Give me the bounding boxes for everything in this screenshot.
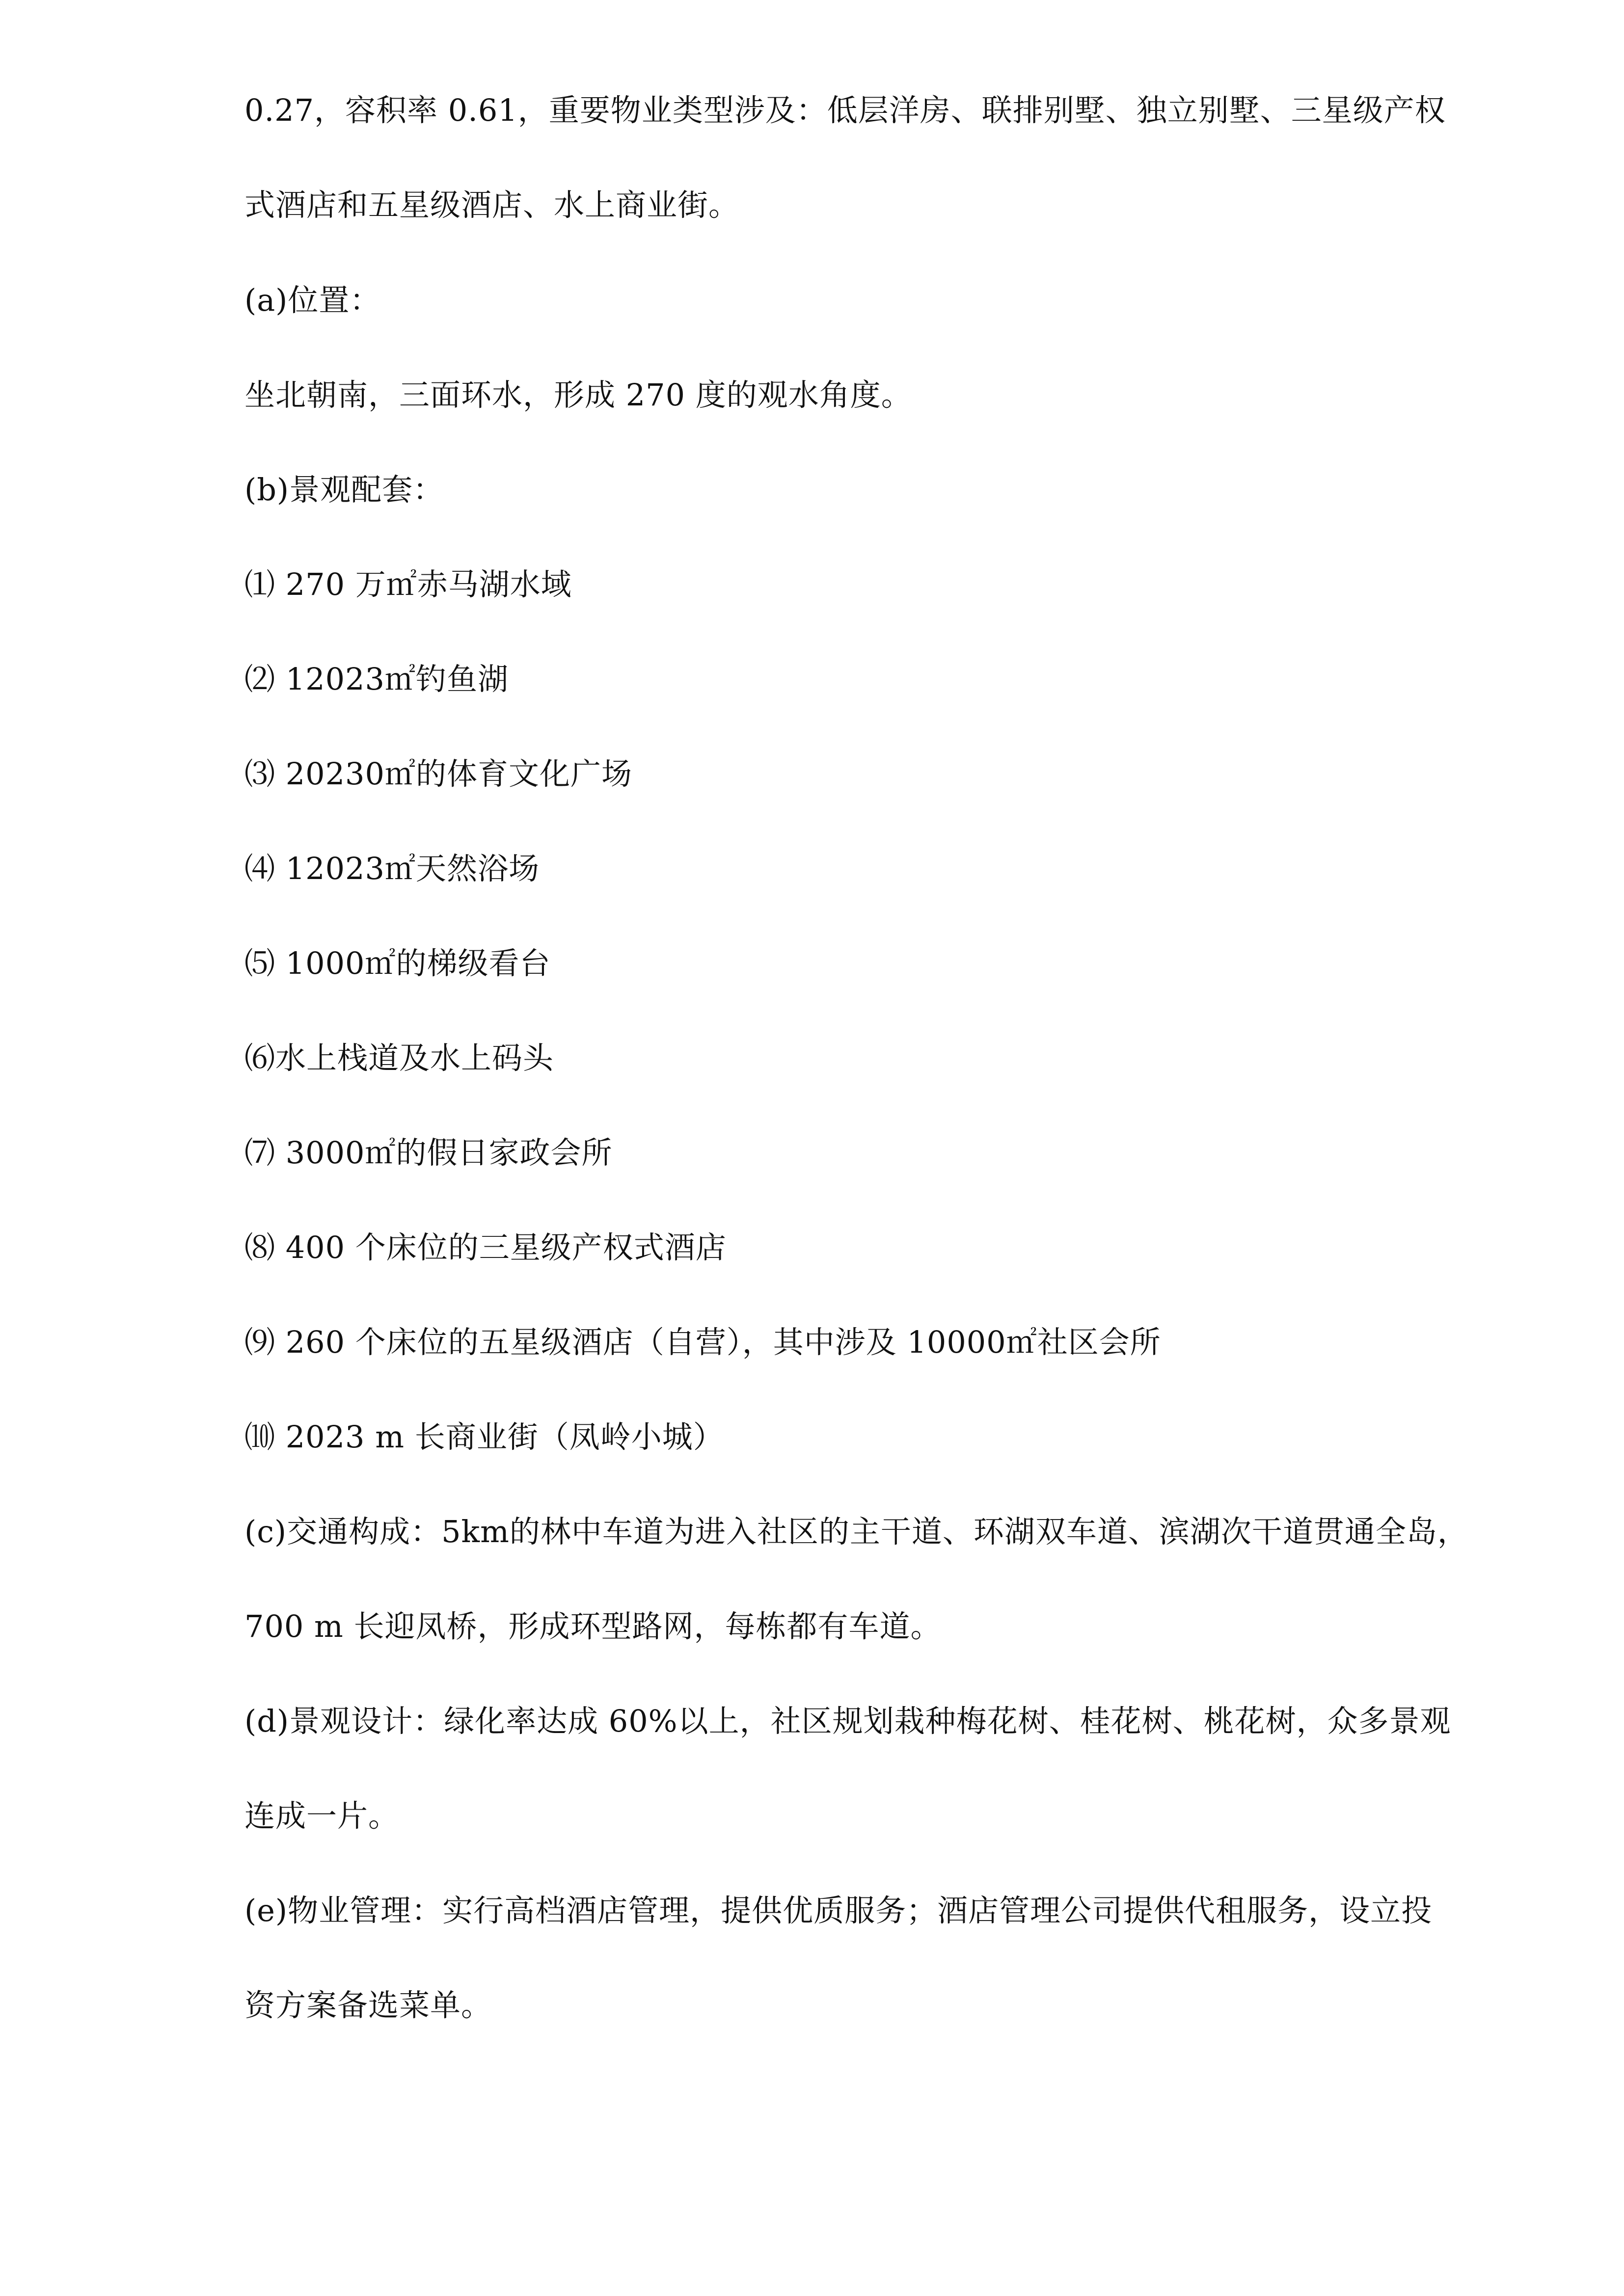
list-item: ⑷ 12023㎡天然浴场: [244, 851, 540, 886]
list-item: ⑼ 260 个床位的五星级酒店（自营），其中涉及 10000㎡社区会所: [244, 1324, 1161, 1360]
list-item: ⑹水上栈道及水上码头: [244, 1040, 554, 1076]
list-item: ⑻ 400 个床位的三星级产权式酒店: [244, 1229, 727, 1265]
list-item: ⑺ 3000㎡的假日家政会所: [244, 1135, 613, 1171]
property-management-text: 资方案备选菜单。: [244, 1987, 492, 2023]
heading-landscape-facilities: (b)景观配套：: [244, 472, 444, 507]
location-text: 坐北朝南，三面环水，形成 270 度的观水角度。: [244, 377, 912, 413]
heading-landscape-design: (d)景观设计：绿化率达成 60%以上，社区规划栽种梅花树、桂花树、桃花树，众多景观: [244, 1703, 1451, 1739]
list-item: ⑸ 1000㎡的梯级看台: [244, 945, 551, 981]
heading-property-management: (e)物业管理：实行高档酒店管理，提供优质服务；酒店管理公司提供代租服务，设立投: [244, 1893, 1433, 1928]
heading-location: (a)位置：: [244, 282, 381, 318]
traffic-text: 700 m 长迎凤桥，形成环型路网，每栋都有车道。: [244, 1608, 942, 1644]
list-item: ⑶ 20230㎡的体育文化广场: [244, 756, 632, 792]
list-item: ⑽ 2023 m 长商业街（凤岭小城）: [244, 1419, 724, 1455]
list-item: ⑴ 270 万㎡赤马湖水域: [244, 566, 572, 602]
heading-traffic: (c)交通构成：5km的林中车道为进入社区的主干道、环湖双车道、滨湖次干道贯通全岛，: [244, 1514, 1468, 1549]
landscape-design-text: 连成一片。: [244, 1798, 400, 1834]
list-item: ⑵ 12023㎡钓鱼湖: [244, 661, 509, 697]
text-line-continuation: 式酒店和五星级酒店、水上商业街。: [244, 187, 740, 223]
text-line-continuation: 0.27，容积率 0.61，重要物业类型涉及：低层洋房、联排别墅、独立别墅、三星级产权: [244, 92, 1446, 128]
